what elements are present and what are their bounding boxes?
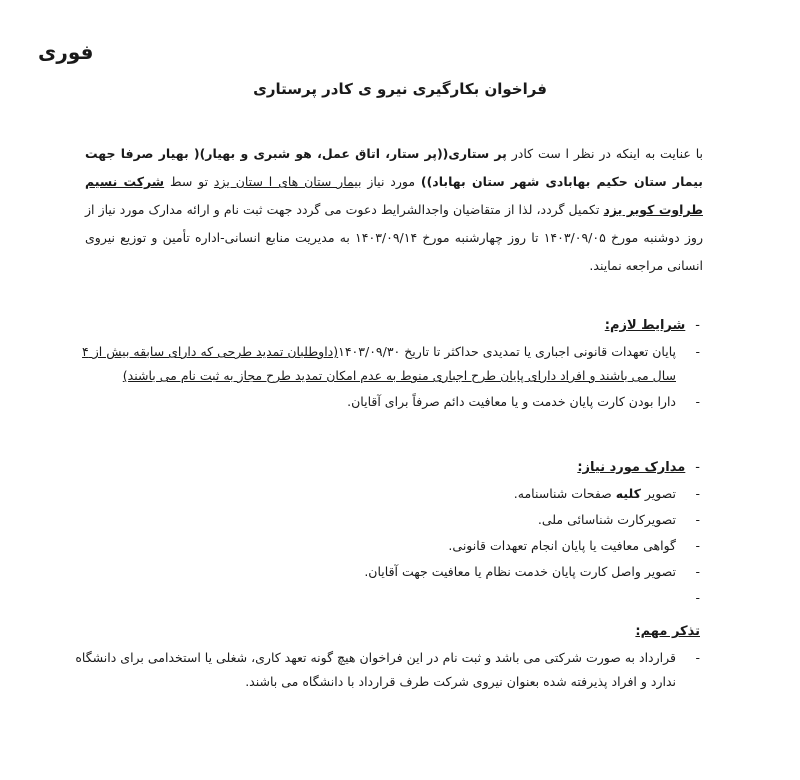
note-section xyxy=(60,620,700,696)
requirements-section xyxy=(60,314,700,416)
intro-nursing-staff: پر ستاری((پر ستار، اتاق عمل، هو شبری و بهیار)( بهیار صرفا جهت بیمار ستان حکیم بهابادی شهر ستان بهاباد)) xyxy=(85,146,703,189)
intro-company: شرکت نسیم طراوت کویر یزد xyxy=(85,174,703,217)
dash-bullet: - xyxy=(695,512,700,527)
document-3: گواهی معافیت یا پایان انجام تعهدات قانونی. xyxy=(448,538,676,553)
dash-bullet: - xyxy=(695,486,700,501)
requirements-heading-text: شرایط لازم: xyxy=(604,318,686,333)
intro-part-7: تکمیل گردد، لذا از متقاضیان واجدالشرایط دعوت می گردد جهت ثبت نام و ارائه مدارک مورد نیاز از روز دوشنبه مورخ ۱۴۰۳/۰۹/۰۵ تا روز چهارشنبه مورخ ۱۴۰۳/۰۹/۱۴ به مدیریت منابع انسانی-اداره تأمین و توزیع نیروی انسانی مراجعه نمایند. xyxy=(85,202,703,273)
intro-hospitals: بیمار ستان های ا ستان یزد xyxy=(213,174,362,189)
urgent-label: فوری xyxy=(38,40,94,64)
dash-bullet: - xyxy=(695,538,700,553)
intro-part-3: مورد نیاز xyxy=(367,174,416,189)
dash-bullet: - xyxy=(695,344,700,359)
document-1-part-b: کلیه xyxy=(615,486,641,501)
intro-paragraph xyxy=(85,140,703,280)
documents-section xyxy=(60,456,700,605)
intro-part-1: با عنایت به اینکه در نظر ا ست کادر xyxy=(511,146,703,161)
requirement-1-main: پایان تعهدات قانونی اجباری یا تمدیدی حداکثر تا تاریخ ۱۴۰۳/۰۹/۳۰ xyxy=(338,344,676,359)
list-item xyxy=(60,390,700,414)
requirement-2: دارا بودن کارت پایان خدمت و یا معافیت دائم صرفاً برای آقایان. xyxy=(347,394,676,409)
list-item xyxy=(60,340,700,388)
list-item xyxy=(60,508,700,532)
documents-heading xyxy=(60,456,700,480)
document-1-part-a: تصویر xyxy=(644,486,676,501)
dash-bullet: - xyxy=(695,590,700,605)
dash-bullet: - xyxy=(695,564,700,579)
note-1: قرارداد به صورت شرکتی می باشد و ثبت نام در این فراخوان هیچ گونه تعهد کاری، شغلی یا استخدامی برای دانشگاه ندارد و افراد پذیرفته شده بعنوان نیروی شرکت طرف قرارداد با دانشگاه می باشند. xyxy=(75,650,676,689)
intro-part-5: تو سط xyxy=(169,174,209,189)
document-4: تصویر واصل کارت پایان خدمت نظام یا معافیت جهت آقایان. xyxy=(364,564,676,579)
dash-bullet: - xyxy=(695,460,700,475)
requirement-1-note: (داوطلبان تمدید طرحی که دارای سابقه بیش از ۴ سال می باشند و افراد دارای پایان طرح اجباری منوط به عدم امکان تمدید طرح مجاز به ثبت نام می باشند) xyxy=(82,344,676,383)
announcement-title: فراخوان بکارگیری نیرو ی کادر پرستاری xyxy=(253,80,547,98)
list-item xyxy=(60,482,700,506)
dash-bullet: - xyxy=(695,650,700,665)
list-item xyxy=(60,646,700,694)
document-1-part-c: صفحات شناسنامه. xyxy=(513,486,612,501)
dash-bullet: - xyxy=(695,394,700,409)
requirements-heading xyxy=(60,314,700,338)
list-item xyxy=(60,534,700,558)
documents-heading-text: مدارک مورد نیاز: xyxy=(577,460,686,475)
list-item xyxy=(60,560,700,584)
dash-bullet: - xyxy=(695,318,700,333)
document-2: تصویرکارت شناسائی ملی. xyxy=(537,512,676,527)
note-heading: تذکر مهم: xyxy=(635,624,700,639)
